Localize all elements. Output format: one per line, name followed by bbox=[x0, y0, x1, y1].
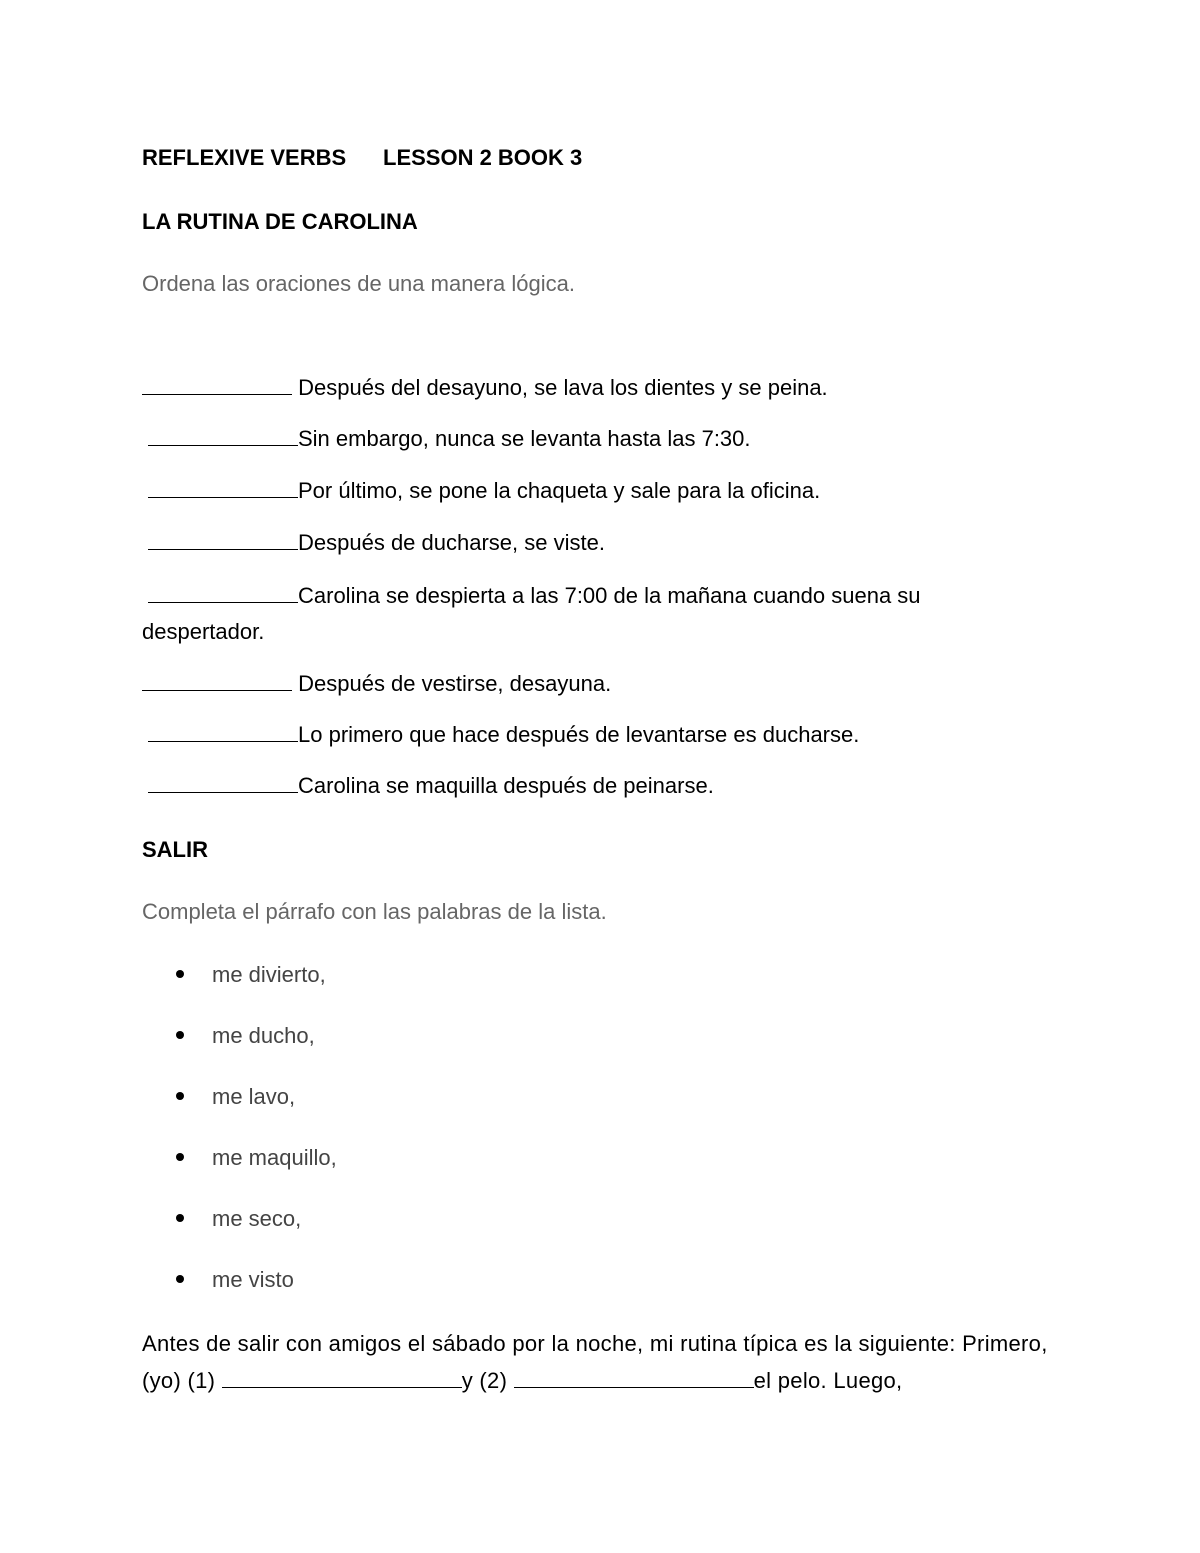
sentence-item bbox=[142, 578, 1022, 650]
section1-heading: LA RUTINA DE CAROLINA bbox=[142, 209, 418, 234]
answer-blank-1[interactable] bbox=[222, 1369, 462, 1388]
sentence-text: Carolina se maquilla después de peinarse. bbox=[298, 773, 714, 798]
document-title bbox=[142, 145, 583, 171]
answer-blank[interactable] bbox=[142, 376, 292, 395]
section2-instruction: Completa el párrafo con las palabras de la lista. bbox=[142, 899, 607, 924]
sentence-item bbox=[142, 530, 605, 556]
sentence-item bbox=[142, 773, 714, 799]
sentence-text: Sin embargo, nunca se levanta hasta las 7:30. bbox=[298, 426, 751, 451]
bullet-icon bbox=[176, 1275, 184, 1283]
sentence-item bbox=[142, 478, 820, 504]
list-item-text: me maquillo, bbox=[212, 1145, 337, 1170]
paragraph-text: y (2) bbox=[461, 1368, 514, 1393]
sentence-text: Carolina se despierta a las 7:00 de la mañana cuando suena su despertador. bbox=[142, 583, 921, 644]
list-item-text: me lavo, bbox=[212, 1084, 296, 1109]
fill-in-paragraph bbox=[142, 1325, 1072, 1399]
sentence-text: Después de ducharse, se viste. bbox=[298, 530, 605, 555]
list-item-text: me visto bbox=[212, 1267, 294, 1292]
bullet-icon bbox=[176, 1214, 184, 1222]
answer-blank[interactable] bbox=[148, 531, 298, 550]
answer-blank[interactable] bbox=[148, 479, 298, 498]
section2-heading: SALIR bbox=[142, 837, 208, 862]
sentence-text: Por último, se pone la chaqueta y sale para la oficina. bbox=[298, 478, 821, 503]
list-item bbox=[174, 1021, 337, 1082]
list-item bbox=[174, 960, 337, 1021]
sentence-text: Después de vestirse, desayuna. bbox=[292, 671, 612, 696]
answer-blank[interactable] bbox=[142, 672, 292, 691]
sentence-item bbox=[142, 671, 611, 697]
answer-blank[interactable] bbox=[148, 774, 298, 793]
title-topic: REFLEXIVE VERBS bbox=[142, 145, 347, 170]
answer-blank[interactable] bbox=[148, 427, 298, 446]
title-lesson: LESSON 2 BOOK 3 bbox=[383, 145, 583, 170]
sentence-item bbox=[142, 426, 751, 452]
bullet-icon bbox=[176, 1092, 184, 1100]
word-list bbox=[174, 960, 337, 1326]
list-item-text: me ducho, bbox=[212, 1023, 315, 1048]
sentence-item bbox=[142, 722, 859, 748]
bullet-icon bbox=[176, 1153, 184, 1161]
bullet-icon bbox=[176, 970, 184, 978]
list-item bbox=[174, 1082, 337, 1143]
sentence-text: Después del desayuno, se lava los dientes y se peina. bbox=[292, 375, 828, 400]
list-item bbox=[174, 1204, 337, 1265]
bullet-icon bbox=[176, 1031, 184, 1039]
list-item bbox=[174, 1143, 337, 1204]
paragraph-text: el pelo. Luego, bbox=[753, 1368, 903, 1393]
sentence-text: Lo primero que hace después de levantarse es ducharse. bbox=[298, 722, 860, 747]
list-item-text: me divierto, bbox=[212, 962, 326, 987]
list-item-text: me seco, bbox=[212, 1206, 302, 1231]
sentence-item bbox=[142, 375, 828, 401]
answer-blank[interactable] bbox=[148, 723, 298, 742]
paragraph-text: Antes de salir con amigos el sábado por la noche, mi rutina típica es la siguiente: Primero, (yo) (1) bbox=[142, 1331, 1048, 1393]
answer-blank-2[interactable] bbox=[514, 1369, 754, 1388]
section1-instruction: Ordena las oraciones de una manera lógica. bbox=[142, 271, 575, 296]
answer-blank[interactable] bbox=[148, 584, 298, 603]
list-item bbox=[174, 1265, 337, 1326]
